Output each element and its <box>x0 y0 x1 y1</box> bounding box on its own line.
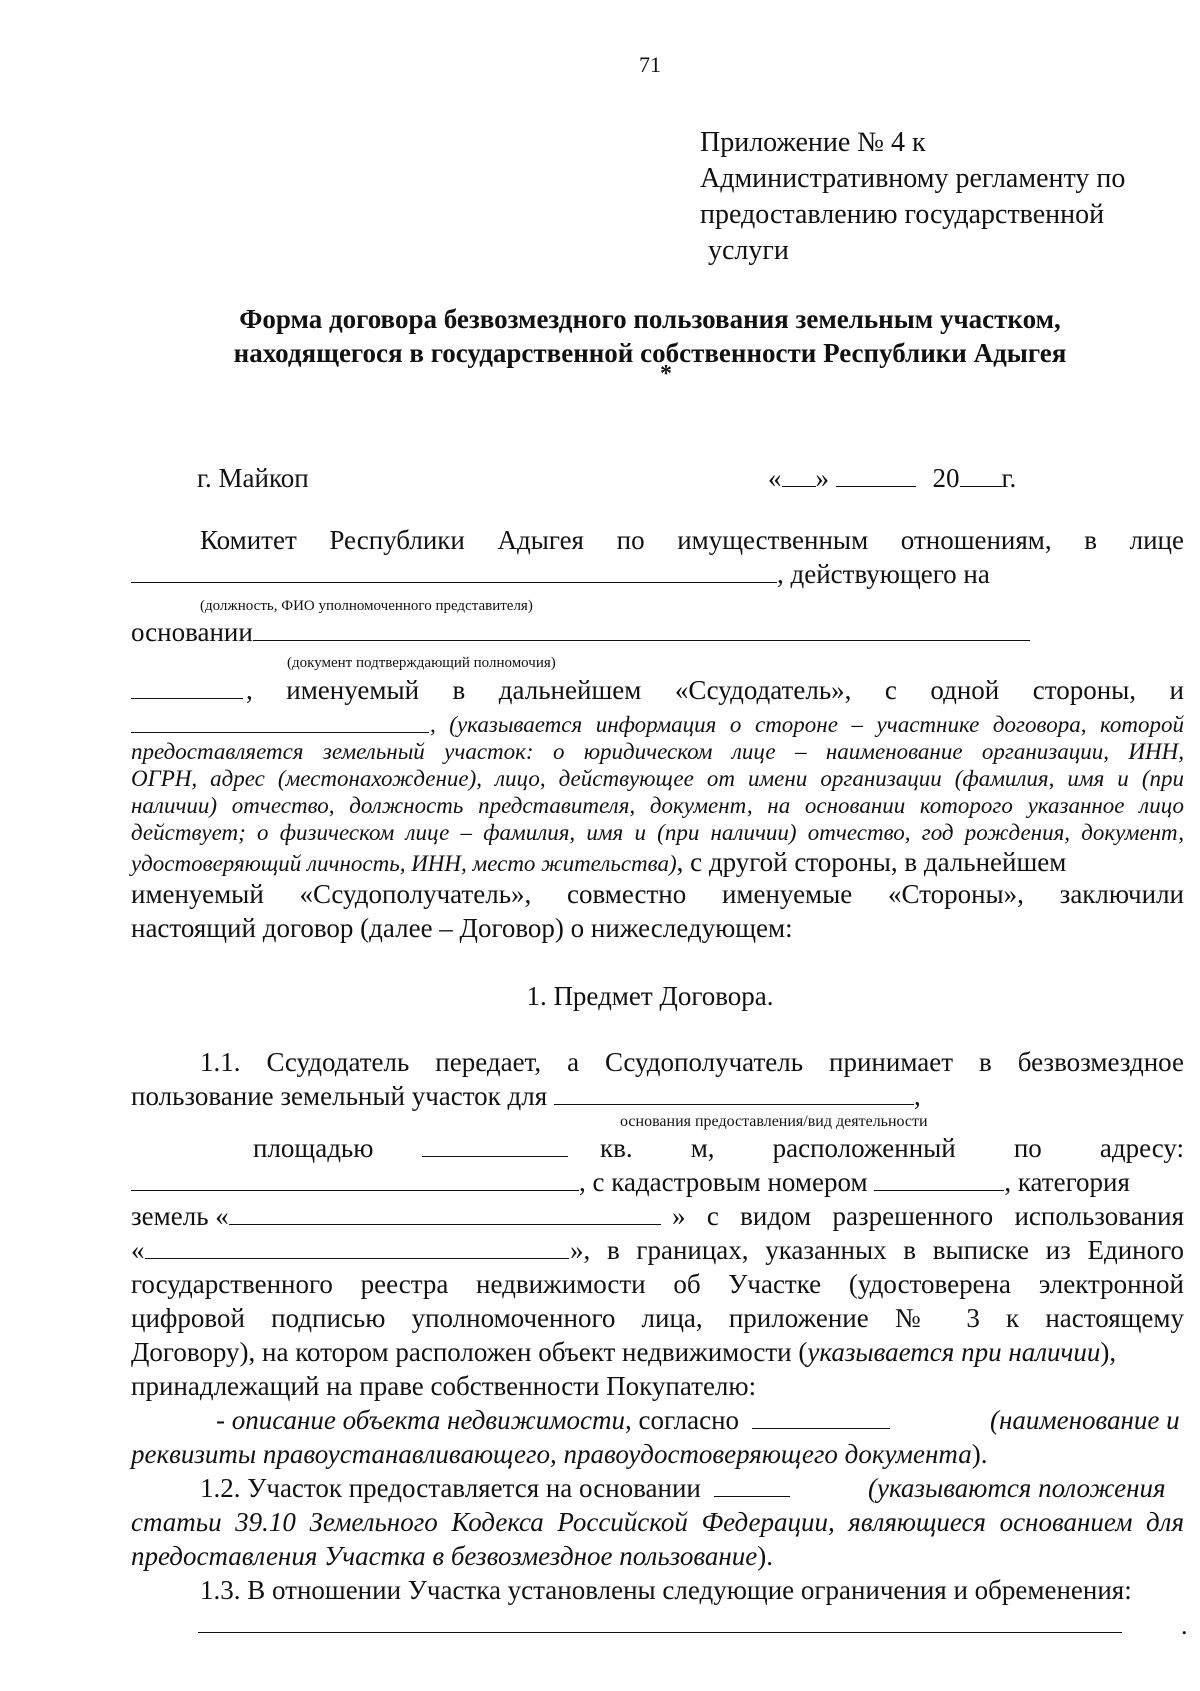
object-hint-line <box>131 1438 987 1470</box>
appendix-block <box>700 125 1125 269</box>
party2-hint-line: , (указывается информация о стороне – участнике договора, которой <box>430 712 1184 737</box>
lands-blank <box>229 1202 661 1225</box>
date-open-quote: « <box>768 463 782 493</box>
object-hint: (наименование и <box>990 1405 1180 1435</box>
lands-line-start <box>131 1200 661 1232</box>
object-blank <box>752 1406 890 1429</box>
party2-line: настоящий договор (далее – Договор) о нижеследующем: <box>131 913 793 943</box>
p12-hint-last <box>131 1540 773 1572</box>
permitted-label: » с видом разрешенного использования <box>672 1201 1184 1231</box>
area-label: площадью <box>253 1133 374 1163</box>
party1-rep-line <box>131 558 990 590</box>
basis-line <box>131 616 1030 648</box>
contract-hint: указывается при наличии <box>807 1337 1101 1367</box>
named-blank <box>131 676 243 699</box>
representative-blank <box>131 560 777 583</box>
registry-line: государственного реестра недвижимости об Участке (удостоверена электронной <box>131 1269 1184 1299</box>
p12-line <box>200 1472 790 1504</box>
object-label: - описание объекта недвижимости <box>216 1405 625 1435</box>
p12-hint-end: предоставления Участка в безвозмездное пользование <box>131 1541 758 1571</box>
p12-blank <box>714 1474 790 1497</box>
borders-label: », в границах, указанных в выписке из Единого <box>570 1235 1184 1265</box>
lands-label: земель « <box>131 1201 229 1231</box>
party2-other-side: , с другой стороны, в дальнейшем <box>676 847 1067 877</box>
year-suffix: г. <box>1001 463 1017 493</box>
title-line: Форма договора безвозмездного пользования земельным участком, <box>239 304 1061 334</box>
cadastre-line <box>131 1166 1130 1198</box>
permitted-blank <box>145 1236 569 1259</box>
day-blank <box>782 464 816 487</box>
object-according: , согласно <box>624 1405 740 1435</box>
owner-line: принадлежащий на праве собственности Покупателю: <box>131 1371 757 1401</box>
p11-line: 1.1. Ссудодатель передает, а Ссудополучатель принимает в безвозмездное <box>200 1047 1184 1077</box>
object-line <box>216 1404 890 1436</box>
party2-hint-line: ОГРН, адрес (местонахождение), лицо, действующее от имени организации (фамилия, имя и (при <box>131 766 1184 791</box>
party2-hint-end: удостоверяющий личность, ИНН, место жительства) <box>131 851 677 876</box>
year-blank <box>960 464 1002 487</box>
purpose-blank <box>554 1082 914 1105</box>
area-blank <box>422 1134 568 1157</box>
appendix-line: услуги <box>708 235 789 266</box>
party1-named: , именуемый в дальнейшем «Ссудодатель», с одной стороны, и <box>246 675 1184 705</box>
page-number: 71 <box>639 52 661 77</box>
document-title <box>160 302 1140 370</box>
appendix-line: Приложение № 4 к <box>700 127 926 158</box>
party2-hint-line: наличии) отчество, должность представителя, документ, на основании которого указанное лицо <box>131 793 1184 818</box>
p11-line2: пользование земельный участок для , <box>131 1081 921 1111</box>
title-line: находящегося в государственной собственности Республики Адыгея <box>233 338 1067 368</box>
contract-text: Договору), на котором расположен объект недвижимости ( <box>131 1337 808 1367</box>
p11-purpose-label: пользование земельный участок для <box>131 1081 548 1111</box>
p13-line: 1.3. В отношении Участка установлены следующие ограничения и обременения: <box>200 1575 1132 1605</box>
appendix-line: предоставлению государственной <box>700 199 1105 230</box>
p12-hint: (указываются положения <box>868 1473 1166 1503</box>
p12-text: 1.2. Участок предоставляется на основании <box>200 1473 701 1503</box>
party2-last-line <box>131 846 1066 878</box>
p13-end-dot: . <box>1181 1611 1188 1640</box>
address-blank <box>131 1168 579 1191</box>
cadastre-blank <box>874 1168 1004 1191</box>
party2-hint-line: действует; о физическом лице – фамилия, имя и (при наличии) отчество, год рождения, документ, <box>131 820 1184 845</box>
purpose-hint: основания предоставления/вид деятельности <box>620 1113 928 1130</box>
p12-end: ). <box>757 1541 773 1571</box>
representative-hint: (должность, ФИО уполномоченного представителя) <box>200 598 533 614</box>
contract-end: ), <box>1100 1337 1117 1367</box>
object-hint-end: реквизиты правоустанавливающего, правоудостоверяющего документа <box>131 1439 972 1469</box>
basis-label: основании <box>131 617 253 647</box>
party2-blank <box>131 710 429 733</box>
p13-blank <box>198 1610 1122 1633</box>
party2-blank-holder <box>131 708 429 740</box>
document-hint: (документ подтверждающий полномочия) <box>287 655 556 671</box>
party1-intro: Комитет Республики Адыгея по имущественным отношениям, в лице <box>200 525 1184 555</box>
registry-line: цифровой подписью уполномоченного лица, приложение № 3 к настоящему <box>131 1303 1184 1333</box>
contract-line <box>131 1336 1116 1368</box>
month-blank <box>836 464 916 487</box>
footnote-marker: * <box>660 361 672 387</box>
named-blank-holder <box>131 674 243 706</box>
p13-blank-holder <box>198 1608 1122 1640</box>
date-close-quote: » <box>815 463 829 493</box>
party2-line: именуемый «Ссудополучатель», совместно именуемые «Стороны», заключили <box>131 879 1184 909</box>
acting-text: , действующего на <box>777 559 990 589</box>
area-blank-holder <box>422 1132 568 1164</box>
cadastre-label: , с кадастровым номером <box>579 1167 868 1197</box>
party2-hint-line: предоставляется земельный участок: о юридическом лице – наименование организации, ИНН, <box>131 739 1184 764</box>
section-heading: 1. Предмет Договора. <box>526 981 774 1011</box>
p12-hint-line: статьи 39.10 Земельного Кодекса Российской Федерации, являющиеся основанием для <box>131 1507 1184 1537</box>
object-end: ). <box>971 1439 988 1469</box>
area-unit: кв. м, расположенный по адресу: <box>600 1133 1184 1163</box>
year-prefix: 20 <box>932 463 960 493</box>
category-label: , категория <box>1004 1167 1130 1197</box>
place: г. Майкоп <box>197 463 309 493</box>
permitted-blank-holder: « <box>131 1234 569 1266</box>
date-line <box>768 462 1016 494</box>
appendix-line: Административному регламенту по <box>700 163 1126 194</box>
basis-blank <box>253 618 1030 641</box>
